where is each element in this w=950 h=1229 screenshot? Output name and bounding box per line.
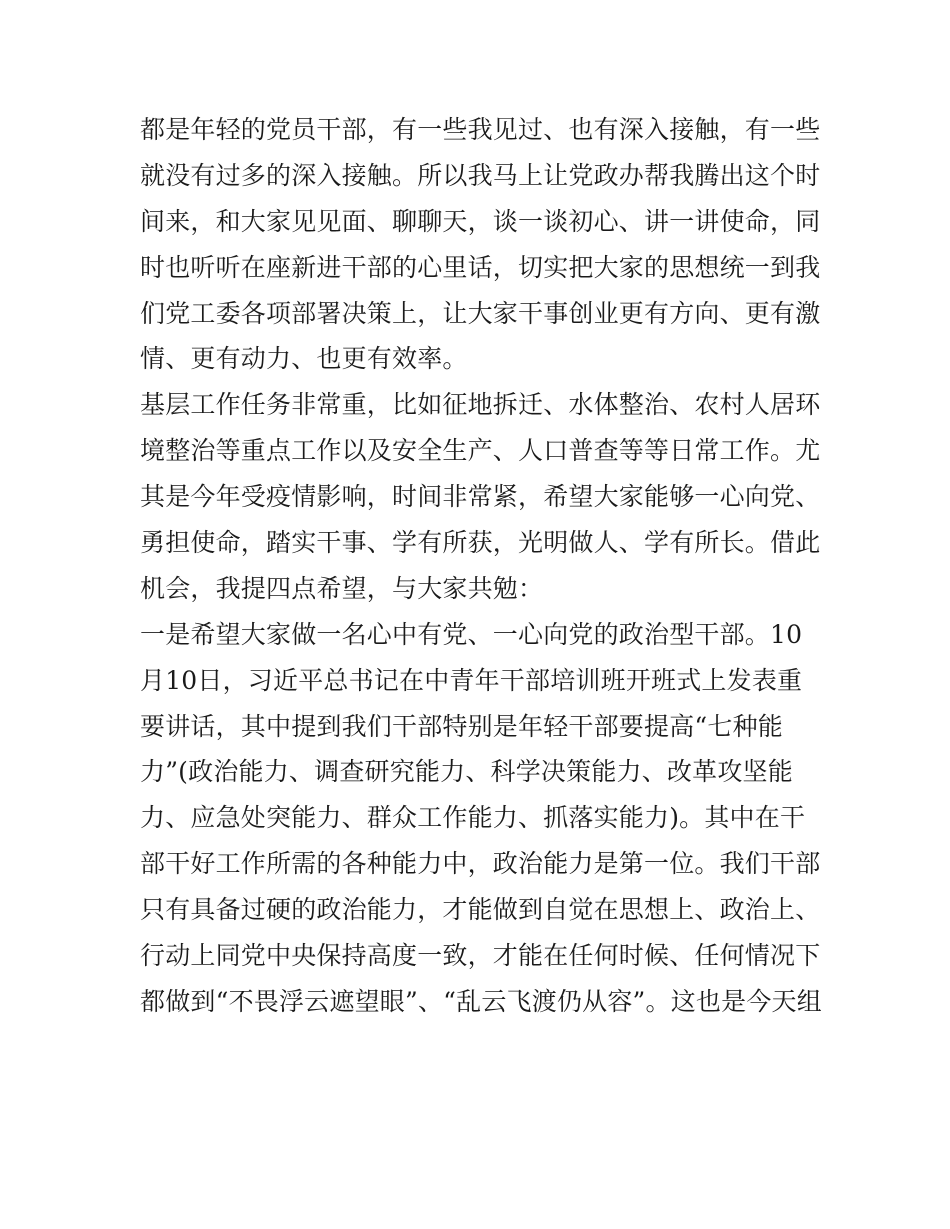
text-line: 只有具备过硬的政治能力，才能做到自觉在思想上、政治上、 <box>140 895 821 925</box>
text-line: 情、更有动力、也更有效率。 <box>140 344 468 374</box>
text-line: 力”(政治能力、调查研究能力、科学决策能力、改革攻坚能 <box>140 757 793 787</box>
text-line: 境整治等重点工作以及安全生产、人口普查等等日常工作。尤 <box>140 436 821 466</box>
text-line: 力、应急处突能力、群众工作能力、抓落实能力)。其中在干 <box>140 803 806 833</box>
text-line: 部干好工作所需的各种能力中，政治能力是第一位。我们干部 <box>140 849 821 879</box>
text-line: 就没有过多的深入接触。所以我马上让党政办帮我腾出这个时 <box>140 160 821 190</box>
document-body <box>140 107 820 1025</box>
text-line: 行动上同党中央保持高度一致，才能在任何时候、任何情况下 <box>140 941 821 971</box>
text-line: 机会，我提四点希望，与大家共勉： <box>140 573 544 603</box>
text-line: 一是希望大家做一名心中有党、一心向党的政治型干部。10 <box>140 619 803 649</box>
text-line: 都是年轻的党员干部，有一些我见过、也有深入接触，有一些 <box>140 115 821 144</box>
text-line: 时也听听在座新进干部的心里话，切实把大家的思想统一到我 <box>140 252 821 282</box>
text-line: 月10日，习近平总书记在中青年干部培训班开班式上发表重 <box>140 665 803 695</box>
text-line: 勇担使命，踏实干事、学有所获，光明做人、学有所长。借此 <box>140 528 821 558</box>
text-line: 基层工作任务非常重，比如征地拆迁、水体整治、农村人居环 <box>140 390 821 420</box>
text-line: 其是今年受疫情影响，时间非常紧，希望大家能够一心向党、 <box>140 482 821 512</box>
text-line: 们党工委各项部署决策上，让大家干事创业更有方向、更有激 <box>140 298 821 328</box>
text-line: 要讲话，其中提到我们干部特别是年轻干部要提高“七种能 <box>140 711 783 741</box>
text-line: 都做到“不畏浮云遮望眼”、“乱云飞渡仍从容”。这也是今天组 <box>140 986 822 1016</box>
text-line: 间来，和大家见见面、聊聊天，谈一谈初心、讲一讲使命，同 <box>140 206 821 236</box>
